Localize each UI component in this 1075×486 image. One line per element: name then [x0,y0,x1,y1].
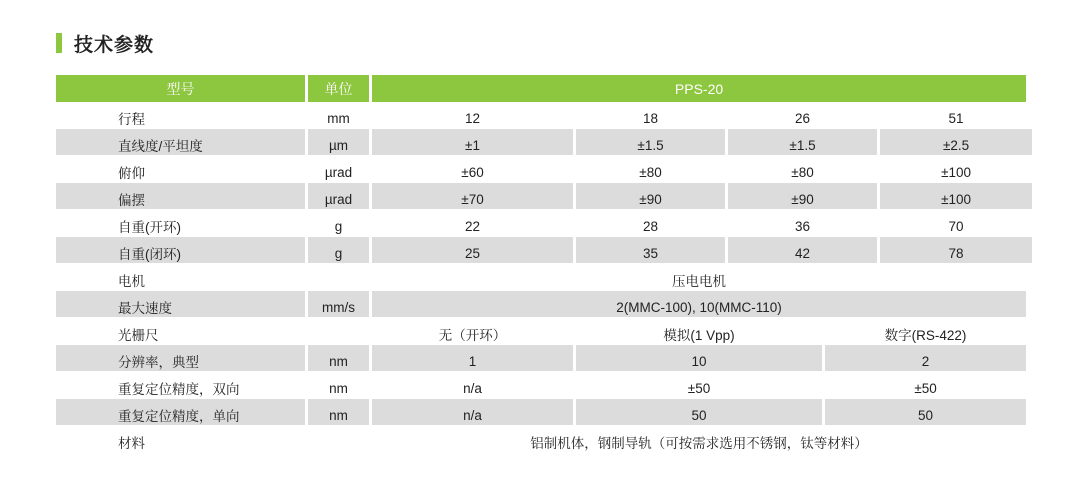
row-value-text: 51 [948,110,964,126]
row-unit [308,291,369,318]
row-value [825,399,1026,426]
row-value-text: n/a [463,407,482,423]
row-value-text: 25 [464,245,481,261]
row-value-text: ±100 [941,191,971,207]
row-value-text: 模拟(1 Vpp) [663,328,735,343]
row-unit [308,399,369,426]
row-value [880,183,1032,210]
row-value [880,156,1032,183]
row-value-text: ±50 [687,380,711,396]
row-value-text: 42 [794,245,811,261]
row-label [56,318,305,345]
row-label-text: 直线度/平坦度 [118,139,203,154]
row-value-text: 2(MMC-100), 10(MMC-110) [616,299,782,315]
row-value [576,210,725,237]
row-label-text: 自重(闭环) [118,247,181,262]
row-label [56,237,305,264]
row-label-text: 自重(开环) [118,220,181,235]
row-value [372,372,573,399]
row-value-text: ±60 [461,164,484,180]
row-value-text: ±1.5 [789,137,816,153]
table-row [56,291,1032,318]
row-value [372,345,573,372]
row-value-text: 2 [921,353,930,369]
table-row [56,372,1032,399]
table-row [56,102,1032,129]
row-label-text: 材料 [118,436,145,451]
row-value [576,183,725,210]
section-title-text: 技术参数 [74,33,155,56]
row-label [56,183,305,210]
row-value [576,345,822,372]
row-value-text: 12 [464,110,481,126]
row-label [56,129,305,156]
row-unit [308,210,369,237]
row-value-text: 数字(RS-422) [884,328,967,343]
row-value [372,291,1026,318]
header-model: 型号 [56,75,305,102]
row-unit-text: g [334,245,343,261]
row-value [880,129,1032,156]
header-unit: 单位 [308,75,369,102]
row-unit-text: µrad [324,164,353,180]
row-value [372,156,573,183]
row-unit-text: µm [328,137,349,153]
row-value [372,264,1026,291]
row-label-text: 光栅尺 [118,328,159,343]
row-label [56,102,305,129]
row-value-text: 35 [642,245,659,261]
section-title [56,30,154,56]
row-value-text: 28 [642,218,659,234]
table-row [56,264,1032,291]
table-row [56,156,1032,183]
row-label [56,345,305,372]
row-value [728,210,877,237]
row-value [576,129,725,156]
row-value-text: ±100 [941,164,971,180]
row-label [56,291,305,318]
row-unit-text: mm [327,110,350,126]
row-value [576,156,725,183]
row-value [576,237,725,264]
row-unit [308,156,369,183]
row-value [728,183,877,210]
row-label [56,426,305,453]
row-label-text: 偏摆 [118,193,145,208]
row-value-text: 70 [948,218,964,234]
row-value [372,102,573,129]
row-label-text: 重复定位精度，双向 [118,382,240,397]
row-label [56,210,305,237]
row-value [372,129,573,156]
row-value [372,237,573,264]
row-unit [308,372,369,399]
table-row [56,237,1032,264]
row-unit [308,183,369,210]
spec-table [53,75,1035,453]
row-value-text: ±90 [639,191,662,207]
row-value [825,345,1026,372]
row-value-text: ±1 [465,137,480,153]
row-value-text: ±80 [791,164,814,180]
row-value [372,426,1026,453]
row-value [880,237,1032,264]
row-value [880,210,1032,237]
row-value-text: ±1.5 [637,137,664,153]
header-product: PPS-20 [372,75,1026,102]
row-value [576,318,822,345]
row-value-text: n/a [463,380,482,396]
row-value [372,399,573,426]
row-value-text: 78 [948,245,964,261]
row-value-text: ±80 [639,164,662,180]
table-row [56,183,1032,210]
table-header-row [56,75,1032,102]
row-unit [308,264,369,291]
row-value-text: 10 [691,353,707,369]
row-unit [308,129,369,156]
row-value [728,156,877,183]
table-row [56,426,1032,453]
table-row [56,318,1032,345]
row-unit [308,237,369,264]
row-value-text: 18 [642,110,659,126]
row-value-text: 36 [794,218,811,234]
row-value [825,372,1026,399]
row-unit-text: nm [329,407,348,423]
row-label [56,264,305,291]
row-value [728,237,877,264]
row-value [728,129,877,156]
row-value-text: 压电电机 [672,274,727,289]
row-value-text: ±70 [461,191,484,207]
row-unit-text: µrad [324,191,353,207]
table-row [56,210,1032,237]
row-value [372,318,573,345]
row-label [56,399,305,426]
row-value [728,102,877,129]
row-value [825,318,1026,345]
row-unit [308,318,369,345]
row-value-text: 22 [464,218,481,234]
row-value-text: 1 [468,353,477,369]
row-unit [308,426,369,453]
table-row [56,399,1032,426]
row-value-text: 26 [794,110,811,126]
table-row [56,345,1032,372]
row-value-text: ±90 [791,191,814,207]
row-value [576,399,822,426]
table-row [56,129,1032,156]
row-unit-text: g [334,218,343,234]
row-value [576,102,725,129]
row-unit [308,345,369,372]
row-unit-text: nm [329,380,348,396]
row-label-text: 重复定位精度，单向 [118,409,240,424]
row-label-text: 最大速度 [118,301,172,316]
row-value-text: 无（开环） [438,328,507,343]
row-label [56,156,305,183]
row-value-text: 铝制机体，钢制导轨（可按需求选用不锈钢，钛等材料） [530,436,868,451]
row-unit-text: mm/s [322,299,355,315]
row-value-text: ±50 [914,380,937,396]
row-value-text: 50 [918,407,934,423]
row-label-text: 俯仰 [118,166,145,181]
row-value [576,372,822,399]
title-accent-bar [56,33,62,53]
row-unit [308,102,369,129]
row-value-text: ±2.5 [942,137,970,153]
row-value [372,183,573,210]
row-unit-text: nm [329,353,348,369]
row-value-text: 50 [691,407,707,423]
row-label-text: 行程 [118,112,145,127]
row-value [372,210,573,237]
row-label-text: 分辨率，典型 [118,355,199,370]
row-label-text: 电机 [118,274,145,289]
row-value [880,102,1032,129]
row-label [56,372,305,399]
